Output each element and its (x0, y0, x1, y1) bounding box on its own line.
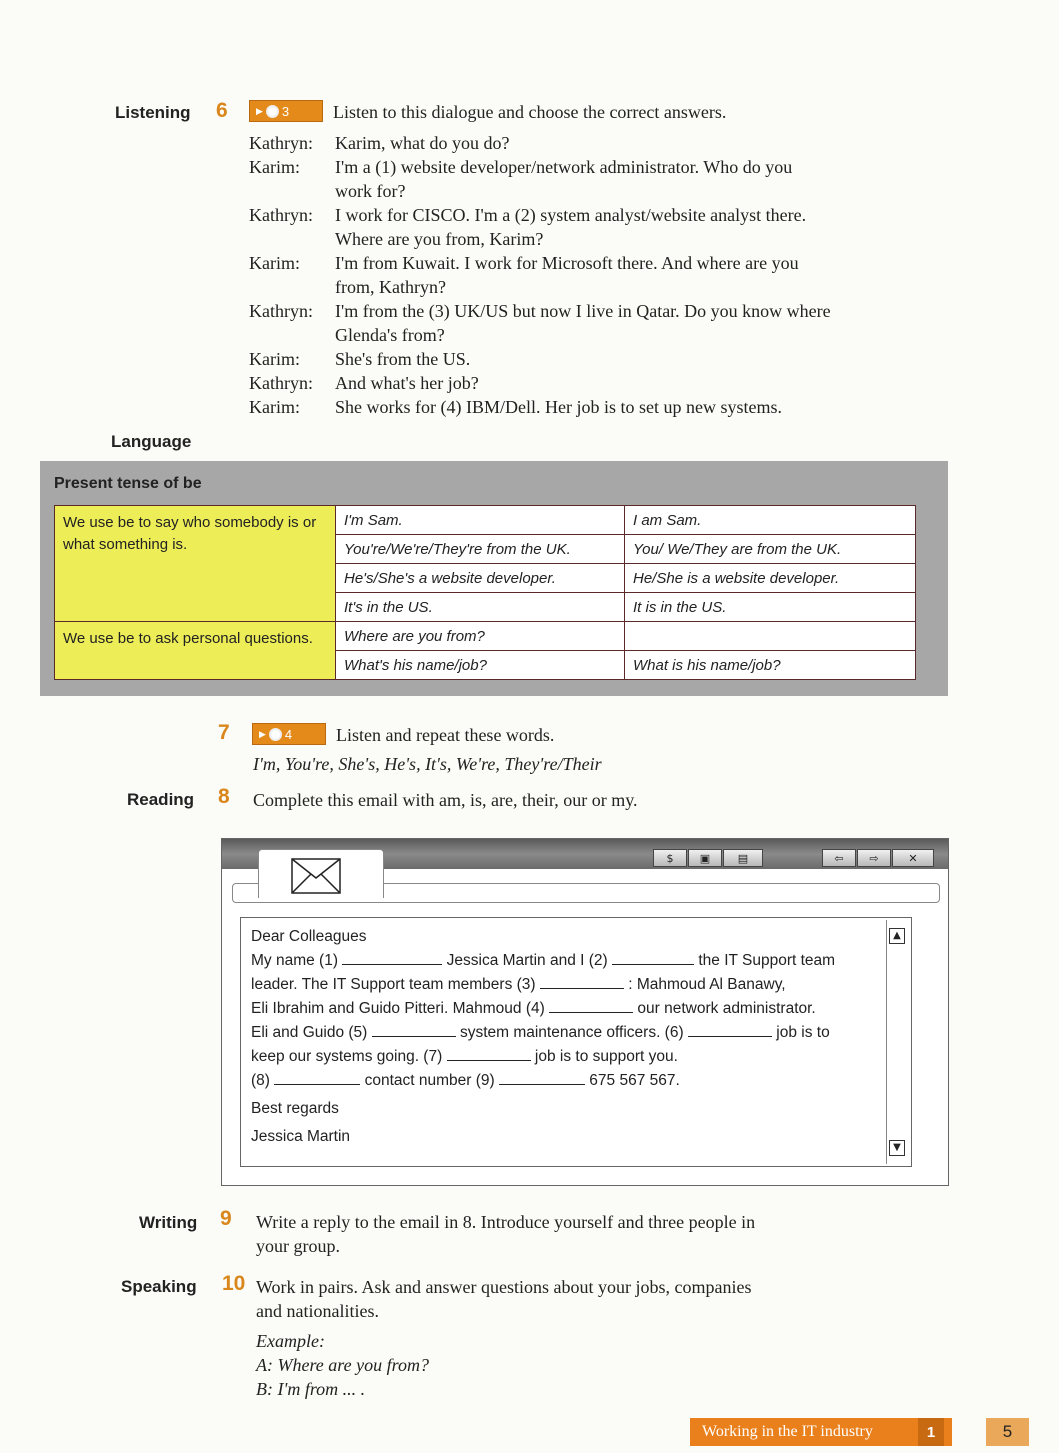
instruction: Write a reply to the email in 8. Introduce yourself and three people in (256, 1212, 756, 1232)
unit-number: 1 (918, 1418, 944, 1446)
dialogue-line: She's from the US. (335, 349, 471, 369)
blank-5[interactable] (372, 1022, 456, 1037)
instruction: and nationalities. (256, 1301, 379, 1321)
grammar-example: You're/We're/They're from the UK. (336, 535, 625, 564)
blank-1[interactable] (342, 950, 442, 965)
instruction: Work in pairs. Ask and answer questions about your jobs, companies (256, 1277, 752, 1297)
email-text: Jessica Martin and I (2) (446, 952, 608, 969)
section-label-reading: Reading (127, 790, 195, 809)
dialogue-line: Where are you from, Karim? (335, 229, 544, 249)
email-text: job is to support you. (534, 1048, 678, 1065)
scroll-up-icon[interactable]: ▲ (889, 928, 905, 944)
email-text: system maintenance officers. (6) (459, 1024, 684, 1041)
forward-arrow-icon[interactable]: ⇨ (857, 849, 891, 867)
email-text: job is to (776, 1024, 830, 1041)
instruction: Listen and repeat these words. (336, 725, 555, 745)
email-text: leader. The IT Support team members (3) (251, 976, 536, 993)
dialogue-line: And what's her job? (335, 373, 479, 393)
email-text: 675 567 567. (589, 1072, 680, 1089)
section-label-language: Language (111, 432, 192, 451)
email-window (221, 838, 949, 1186)
grammar-box (40, 461, 948, 696)
email-text: (8) (251, 1072, 270, 1089)
mail-tab[interactable] (258, 849, 384, 898)
grammar-rule: We use be to ask personal questions. (55, 622, 336, 680)
grammar-example: I am Sam. (625, 506, 916, 535)
section-label-speaking: Speaking (121, 1277, 197, 1296)
section-label-writing: Writing (139, 1213, 198, 1232)
speaker: Karim: (249, 157, 300, 177)
grammar-example: He's/She's a website developer. (336, 564, 625, 593)
email-body (240, 917, 912, 1167)
email-text: Eli and Guido (5) (251, 1024, 368, 1041)
grammar-title: Present tense of be (54, 475, 202, 492)
example-label: Example: (256, 1331, 325, 1351)
dialogue-line: I'm a (1) website developer/network administrator. Who do you (335, 157, 793, 177)
dialogue-line: I'm from Kuwait. I work for Microsoft there. And where are you (335, 253, 799, 273)
grammar-example: It is in the US. (625, 593, 916, 622)
dialogue-line: work for? (335, 181, 406, 201)
dialogue-line: Karim, what do you do? (335, 133, 510, 153)
dialogue (249, 131, 949, 431)
blank-8[interactable] (274, 1070, 360, 1085)
email-text: our network administrator. (637, 1000, 816, 1017)
dialogue-line: She works for (4) IBM/Dell. Her job is to set up new systems. (335, 397, 782, 417)
envelope-icon (291, 858, 343, 896)
word-list: I'm, You're, She's, He's, It's, We're, They're/Their (253, 754, 602, 774)
grammar-example: Where are you from? (336, 622, 625, 651)
scroll-down-icon[interactable]: ▼ (889, 1140, 905, 1156)
blank-3[interactable] (540, 974, 624, 989)
email-text: keep our systems going. (7) (251, 1048, 443, 1065)
scrollbar[interactable] (886, 920, 907, 1164)
blank-4[interactable] (549, 998, 633, 1013)
speaker: Kathryn: (249, 373, 313, 393)
instruction: Listen to this dialogue and choose the correct answers. (333, 102, 727, 122)
speaker: Kathryn: (249, 205, 313, 225)
dialogue-line: from, Kathryn? (335, 277, 446, 297)
speaker: Karim: (249, 397, 300, 417)
dollar-icon[interactable]: $ (653, 849, 687, 867)
email-text: Eli Ibrahim and Guido Pitteri. Mahmoud (4) (251, 1000, 545, 1017)
close-icon[interactable]: ✕ (892, 849, 934, 867)
blank-2[interactable] (612, 950, 694, 965)
audio-track-button[interactable] (249, 100, 323, 122)
dialogue-line: Glenda's from? (335, 325, 445, 345)
blank-6[interactable] (688, 1022, 772, 1037)
back-arrow-icon[interactable]: ⇦ (822, 849, 856, 867)
exercise-number: 9 (220, 1207, 232, 1230)
dialogue-line: I work for CISCO. I'm a (2) system analyst/website analyst there. (335, 205, 807, 225)
cd-icon (266, 105, 279, 118)
speaker: Kathryn: (249, 133, 313, 153)
speaker: Karim: (249, 253, 300, 273)
email-greeting: Dear Colleagues (251, 928, 367, 945)
example-line: A: Where are you from? (256, 1355, 429, 1375)
cd-icon (269, 728, 282, 741)
grammar-example: He/She is a website developer. (625, 564, 916, 593)
dialogue-line: I'm from the (3) UK/US but now I live in Qatar. Do you know where (335, 301, 831, 321)
exercise-number: 10 (222, 1272, 246, 1295)
email-text: : Mahmoud Al Banawy, (628, 976, 786, 993)
play-icon: ▶ (256, 105, 263, 116)
audio-track-button[interactable] (252, 723, 326, 745)
grammar-example (625, 622, 916, 651)
instruction: your group. (256, 1236, 340, 1256)
speaker: Karim: (249, 349, 300, 369)
grammar-table (54, 505, 916, 680)
instruction: Complete this email with am, is, are, their, our or my. (253, 790, 638, 810)
unit-footer (690, 1418, 952, 1446)
exercise-number: 8 (218, 785, 230, 808)
unit-title: Working in the IT industry (702, 1423, 873, 1440)
email-signature: Jessica Martin (251, 1128, 351, 1145)
speaker: Kathryn: (249, 301, 313, 321)
blank-7[interactable] (447, 1046, 531, 1061)
section-label-listening: Listening (115, 103, 191, 122)
email-text: My name (1) (251, 952, 338, 969)
email-closing: Best regards (251, 1100, 339, 1117)
exercise-number: 7 (218, 721, 230, 744)
email-text: contact number (9) (364, 1072, 495, 1089)
grammar-example: You/ We/They are from the UK. (625, 535, 916, 564)
blank-9[interactable] (499, 1070, 585, 1085)
grammar-example: What is his name/job? (625, 651, 916, 680)
track-number: 3 (281, 103, 290, 119)
page-number: 5 (986, 1418, 1029, 1446)
play-icon: ▶ (259, 728, 266, 739)
email-text: the IT Support team (698, 952, 836, 969)
exercise-number: 6 (216, 99, 228, 122)
save-icon[interactable]: ▣ (688, 849, 722, 867)
grammar-example: I'm Sam. (336, 506, 625, 535)
grammar-example: It's in the US. (336, 593, 625, 622)
track-number: 4 (284, 726, 293, 742)
grammar-rule: We use be to say who somebody is or what something is. (55, 506, 336, 622)
grammar-example: What's his name/job? (336, 651, 625, 680)
folder-icon[interactable]: ▤ (723, 849, 763, 867)
example-line: B: I'm from ... . (256, 1379, 366, 1399)
